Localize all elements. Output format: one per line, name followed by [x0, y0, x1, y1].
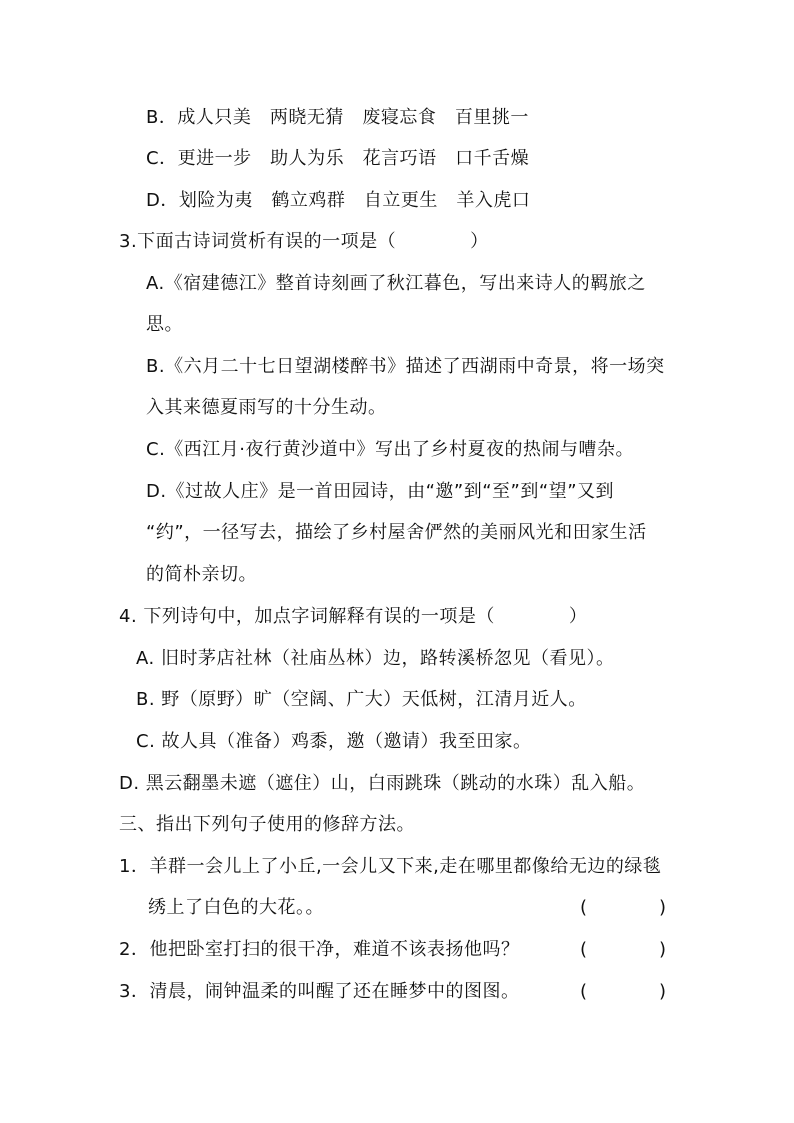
q3-option-a-line1: A.《宿建德江》整首诗刻画了秋江暮色，写出来诗人的羁旅之 — [146, 273, 646, 294]
q4-option-d: D. 黑云翻墨未遮（遮住）山，白雨跳珠（跳动的水珠）乱入船。 — [119, 773, 646, 794]
q3-option-d-line1: D.《过故人庄》是一首田园诗，由“邀”到“至”到“望”又到 — [146, 481, 615, 502]
q3-option-d-line2: “约”，一径写去，描绘了乡村屋舍俨然的美丽风光和田家生活 — [146, 522, 647, 543]
answer-blank-2: ( ) — [580, 939, 667, 960]
q2-option-d: D．划险为夷 鹤立鸡群 自立更生 羊入虎口 — [146, 190, 531, 211]
answer-blank-1: ( ) — [580, 897, 667, 918]
q3-option-a-line2: 思。 — [146, 314, 183, 335]
answer-blank-3: ( ) — [580, 981, 667, 1002]
q3-option-c: C.《西江月·夜行黄沙道中》写出了乡村夏夜的热闹与嘈杂。 — [146, 439, 635, 460]
section3-title: 三、指出下列句子使用的修辞方法。 — [119, 814, 415, 835]
q2-option-b: B．成人只美 两晓无猜 废寝忘食 百里挑一 — [146, 107, 529, 128]
q3-stem: 3.下面古诗词赏析有误的一项是（ ） — [119, 231, 489, 252]
section3-sentence2: 2．他把卧室打扫的很干净，难道不该表扬他吗？ — [119, 939, 520, 960]
q4-stem: 4. 下列诗句中，加点字词解释有误的一项是（ ） — [119, 606, 588, 627]
q3-option-b-line1: B.《六月二十七日望湖楼醉书》描述了西湖雨中奇景，将一场突 — [146, 356, 665, 377]
section3-sentence1-line1: 1．羊群一会儿上了小丘,一会儿又下来,走在哪里都像给无边的绿毯 — [119, 856, 662, 877]
q4-option-c: C. 故人具（准备）鸡黍，邀（邀请）我至田家。 — [136, 731, 532, 752]
q3-option-d-line3: 的简朴亲切。 — [146, 564, 257, 585]
q3-option-b-line2: 入其来德夏雨写的十分生动。 — [146, 397, 387, 418]
q4-option-b: B. 野（原野）旷（空阔、广大）天低树，江清月近人。 — [136, 689, 587, 710]
q2-option-c: C．更进一步 助人为乐 花言巧语 口千舌燥 — [146, 148, 530, 169]
section3-sentence3: 3．清晨，闹钟温柔的叫醒了还在睡梦中的图图。 — [119, 981, 520, 1002]
q4-option-a: A. 旧时茅店社林（社庙丛林）边，路转溪桥忽见（看见）。 — [136, 648, 615, 669]
section3-sentence1-line2: 绣上了白色的大花。。 — [148, 897, 324, 918]
